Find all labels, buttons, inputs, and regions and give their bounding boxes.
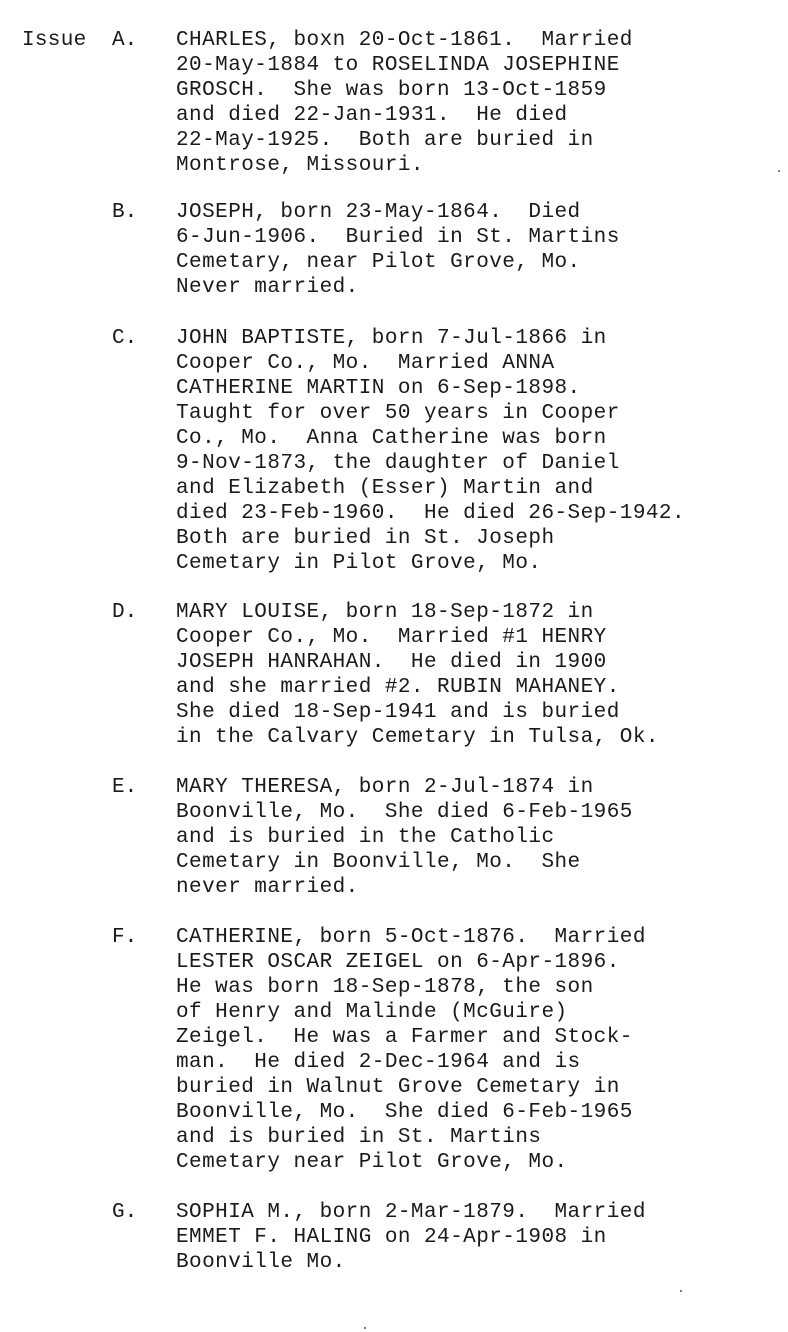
entry-letter: E. (112, 776, 138, 799)
entry-letter: D. (112, 601, 138, 624)
entry-line: Never married. (176, 276, 359, 299)
entry-line: Both are buried in St. Joseph (176, 527, 555, 550)
entry-line: He was born 18-Sep-1878, the son (176, 976, 594, 999)
entry-letter: G. (112, 1201, 138, 1224)
entry-line: Taught for over 50 years in Cooper (176, 402, 620, 425)
scan-speck (680, 1290, 682, 1292)
entry-line: and Elizabeth (Esser) Martin and (176, 477, 594, 500)
entry-line: Cooper Co., Mo. Married #1 HENRY (176, 626, 607, 649)
entry-line: Cemetary near Pilot Grove, Mo. (176, 1151, 568, 1174)
scan-speck (778, 170, 780, 172)
entry-text (176, 775, 633, 900)
entry-line: MARY THERESA, born 2-Jul-1874 in (176, 776, 594, 799)
entry-line: Cemetary in Pilot Grove, Mo. (176, 552, 542, 575)
entry-line: died 23-Feb-1960. He died 26-Sep-1942. (176, 502, 686, 525)
entry-text (176, 925, 646, 1175)
entry-line: Montrose, Missouri. (176, 154, 424, 177)
entry-line: JOSEPH, born 23-May-1864. Died (176, 201, 581, 224)
entry-line: GROSCH. She was born 13-Oct-1859 (176, 79, 607, 102)
entry-line: Boonville, Mo. She died 6-Feb-1965 (176, 1101, 633, 1124)
entry-text (176, 600, 659, 750)
entry-line: Boonville Mo. (176, 1251, 346, 1274)
entry-line: in the Calvary Cemetary in Tulsa, Ok. (176, 726, 659, 749)
issue-label: Issue (22, 29, 87, 52)
entry-line: and is buried in the Catholic (176, 826, 555, 849)
entry-line: JOHN BAPTISTE, born 7-Jul-1866 in (176, 327, 607, 350)
entry-letter: A. (112, 29, 138, 52)
entry-line: buried in Walnut Grove Cemetary in (176, 1076, 620, 1099)
entry-line: never married. (176, 876, 359, 899)
entry-line: LESTER OSCAR ZEIGEL on 6-Apr-1896. (176, 951, 620, 974)
entry-line: EMMET F. HALING on 24-Apr-1908 in (176, 1226, 607, 1249)
entry-line: Zeigel. He was a Farmer and Stock- (176, 1026, 633, 1049)
entry-line: 22-May-1925. Both are buried in (176, 129, 594, 152)
entry-line: Cemetary, near Pilot Grove, Mo. (176, 251, 581, 274)
entry-line: SOPHIA M., born 2-Mar-1879. Married (176, 1201, 646, 1224)
entry-line: and died 22-Jan-1931. He died (176, 104, 568, 127)
entry-line: Cooper Co., Mo. Married ANNA (176, 352, 555, 375)
entry-line: CATHERINE, born 5-Oct-1876. Married (176, 926, 646, 949)
entry-line: 9-Nov-1873, the daughter of Daniel (176, 452, 620, 475)
entry-text (176, 326, 685, 576)
entry-text (176, 200, 620, 300)
entry-line: man. He died 2-Dec-1964 and is (176, 1051, 581, 1074)
entry-line: She died 18-Sep-1941 and is buried (176, 701, 620, 724)
entry-line: and is buried in St. Martins (176, 1126, 542, 1149)
entry-line: Boonville, Mo. She died 6-Feb-1965 (176, 801, 633, 824)
entry-line: Cemetary in Boonville, Mo. She (176, 851, 581, 874)
entry-line: of Henry and Malinde (McGuire) (176, 1001, 568, 1024)
entry-letter: C. (112, 327, 138, 350)
entry-line: 20-May-1884 to ROSELINDA JOSEPHINE (176, 54, 620, 77)
entry-letter: B. (112, 201, 138, 224)
entry-line: MARY LOUISE, born 18-Sep-1872 in (176, 601, 594, 624)
entry-line: CHARLES, boxn 20-Oct-1861. Married (176, 29, 633, 52)
scan-speck (364, 1327, 366, 1329)
entry-line: 6-Jun-1906. Buried in St. Martins (176, 226, 620, 249)
entry-text (176, 28, 633, 178)
entry-line: Co., Mo. Anna Catherine was born (176, 427, 607, 450)
entry-letter: F. (112, 926, 138, 949)
entry-line: and she married #2. RUBIN MAHANEY. (176, 676, 620, 699)
entry-line: JOSEPH HANRAHAN. He died in 1900 (176, 651, 607, 674)
entry-line: CATHERINE MARTIN on 6-Sep-1898. (176, 377, 581, 400)
entry-text (176, 1200, 646, 1275)
